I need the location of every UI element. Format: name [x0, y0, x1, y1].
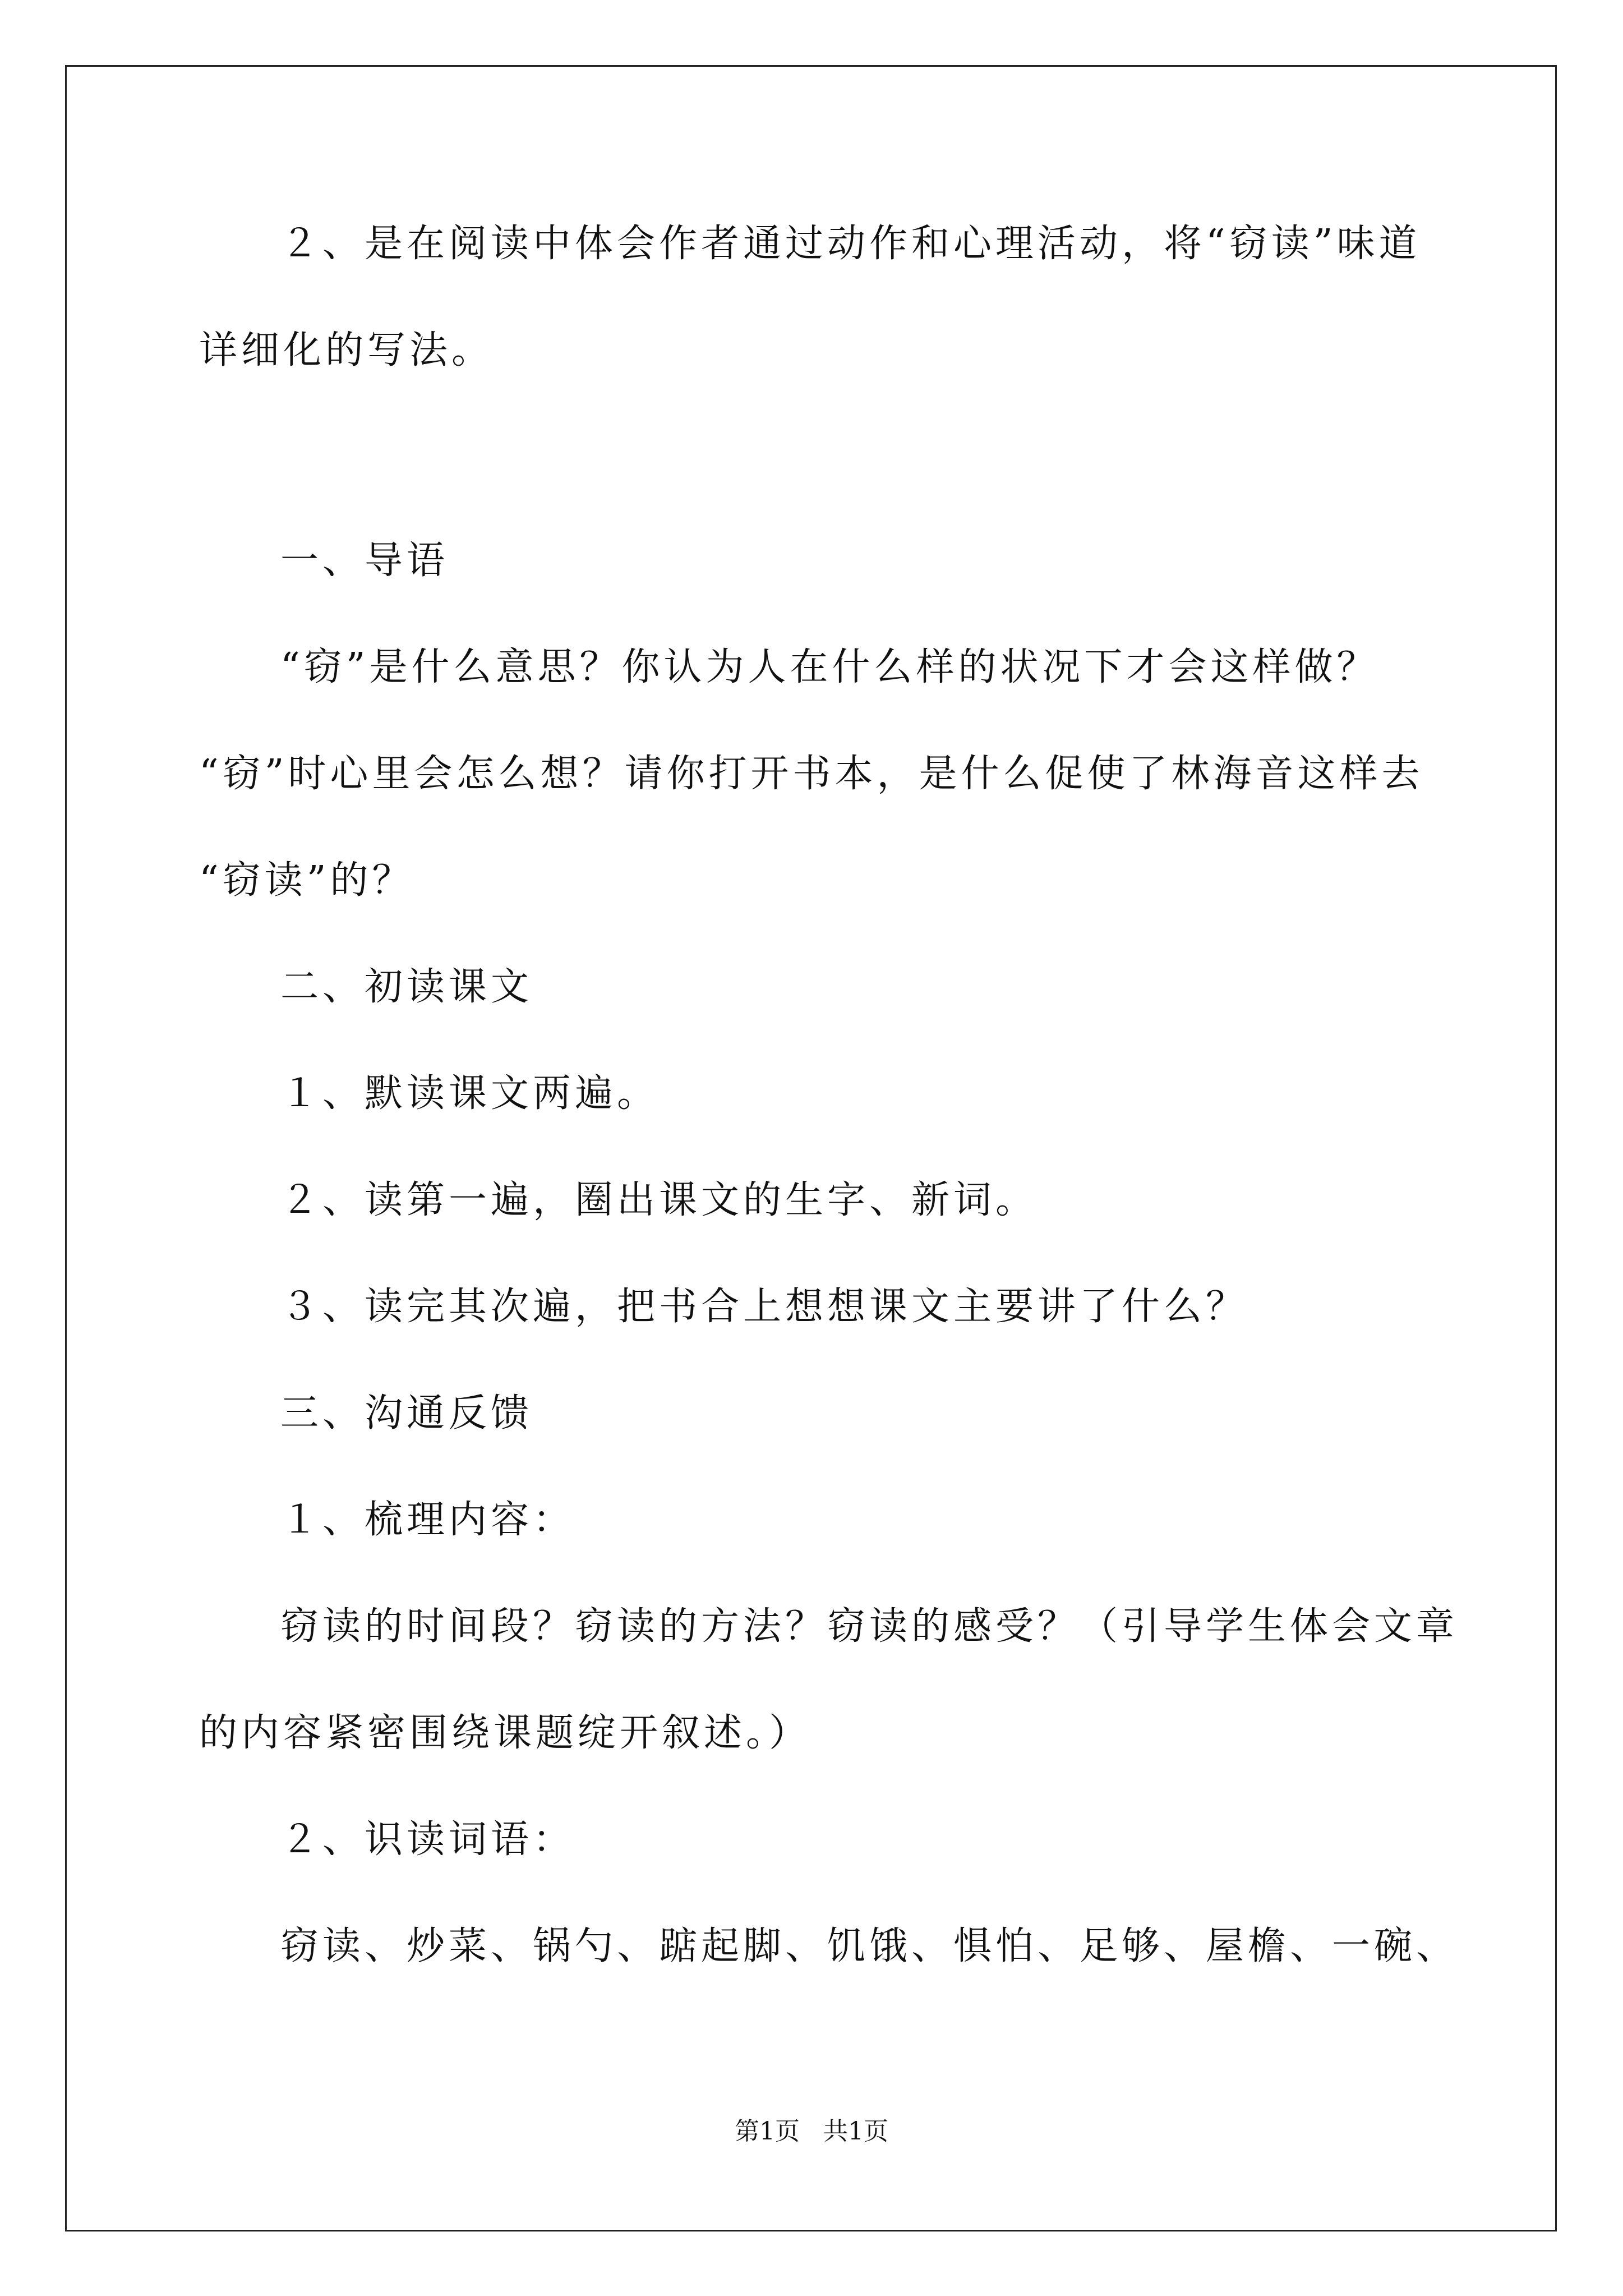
text-line-16: 窃读、炒菜、锅勺、踮起脚、饥饿、惧怕、足够、屋檐、一碗、: [280, 1924, 1459, 1968]
text-line-9: ２、读第一遍，圈出课文的生字、新词。: [280, 1178, 1038, 1222]
section-heading-intro: 一、导语: [280, 539, 449, 583]
text-line-4: “窃”是什么意思？你认为人在什么样的状况下才会这样做？: [280, 645, 1379, 689]
page-border: [65, 65, 1557, 2231]
text-line-2: 详细化的写法。: [199, 328, 494, 372]
text-line-5: “窃”时心里会怎么想？请你打开书本，是什么促使了林海音这样去: [199, 752, 1424, 796]
text-line-15: ２、识读词语：: [280, 1818, 575, 1862]
text-line-8: １、默读课文两遍。: [280, 1071, 660, 1116]
section-heading-feedback: 三、沟通反馈: [280, 1391, 533, 1435]
page-footer: 第1页 共1页: [735, 2117, 888, 2146]
text-line-14: 的内容紧密围绕课题绽开叙述。）: [199, 1711, 811, 1755]
text-line-10: ３、读完其次遍，把书合上想想课文主要讲了什么？: [280, 1285, 1248, 1329]
text-line-1: ２、是在阅读中体会作者通过动作和心理活动，将“窃读”味道: [280, 222, 1421, 266]
text-line-6: “窃读”的？: [199, 858, 414, 903]
section-heading-first-reading: 二、初读课文: [280, 965, 533, 1009]
text-line-13: 窃读的时间段？窃读的方法？窃读的感受？（引导学生体会文章: [280, 1604, 1459, 1649]
text-line-12: １、梳理内容：: [280, 1498, 575, 1542]
